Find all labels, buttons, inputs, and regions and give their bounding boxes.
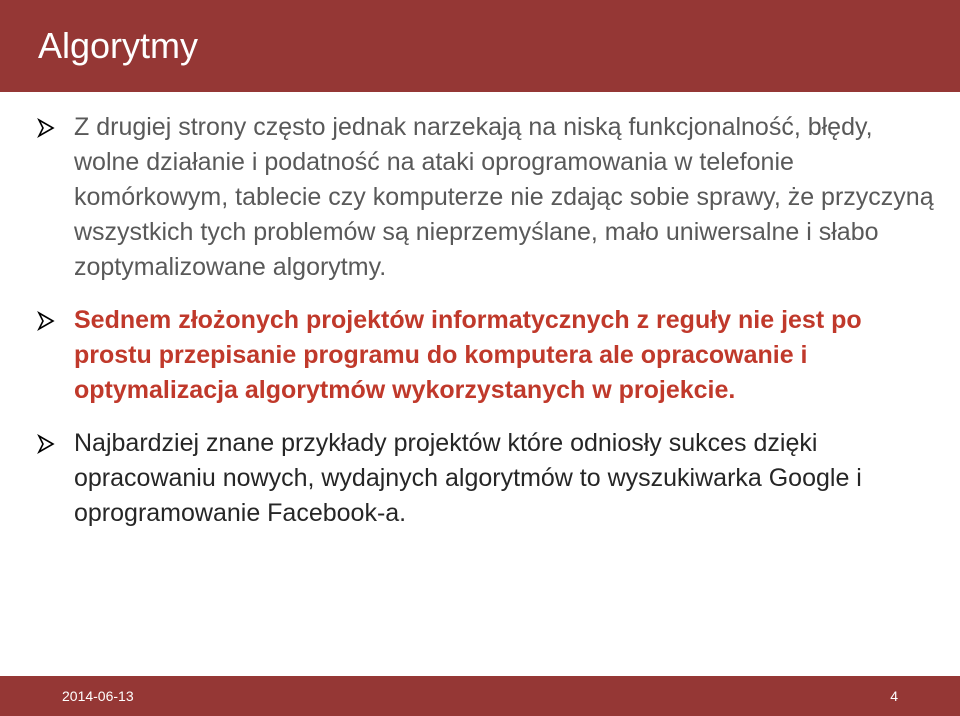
bullet-text: Najbardziej znane przykłady projektów które odniosły sukces dzięki opracowaniu nowych, wydajnych algorytmów to wyszukiwarka Google i oprogramowanie Facebook-a. [74, 429, 862, 527]
slide-title: Algorytmy [38, 25, 199, 66]
bullet-item-1 [36, 110, 936, 285]
bullet-item-2 [36, 303, 936, 408]
footer-bar [0, 676, 960, 716]
footer-date: 2014-06-13 [62, 688, 134, 704]
slide-content [36, 110, 936, 531]
arrowhead-bullet-icon [36, 118, 56, 138]
arrowhead-bullet-icon [36, 311, 56, 331]
bullet-text: Z drugiej strony często jednak narzekają na niską funkcjonalność, błędy, wolne działanie i podatność na ataki oprogramowania w telefonie komórkowym, tablecie czy komputerze nie zdając sobie sprawy, że przyczyną wszystkich tych problemów są nieprzemyślane, mało uniwersalne i słabo zoptymalizowane algorytmy. [74, 113, 934, 281]
bullet-text: Sednem złożonych projektów informatycznych z reguły nie jest po prostu przepisanie programu do komputera ale opracowanie i optymalizacja algorytmów wykorzystanych w projekcie. [74, 306, 862, 404]
arrowhead-bullet-icon [36, 434, 56, 454]
title-bar [0, 0, 960, 92]
bullet-item-3 [36, 426, 936, 531]
page-number: 4 [890, 688, 898, 704]
